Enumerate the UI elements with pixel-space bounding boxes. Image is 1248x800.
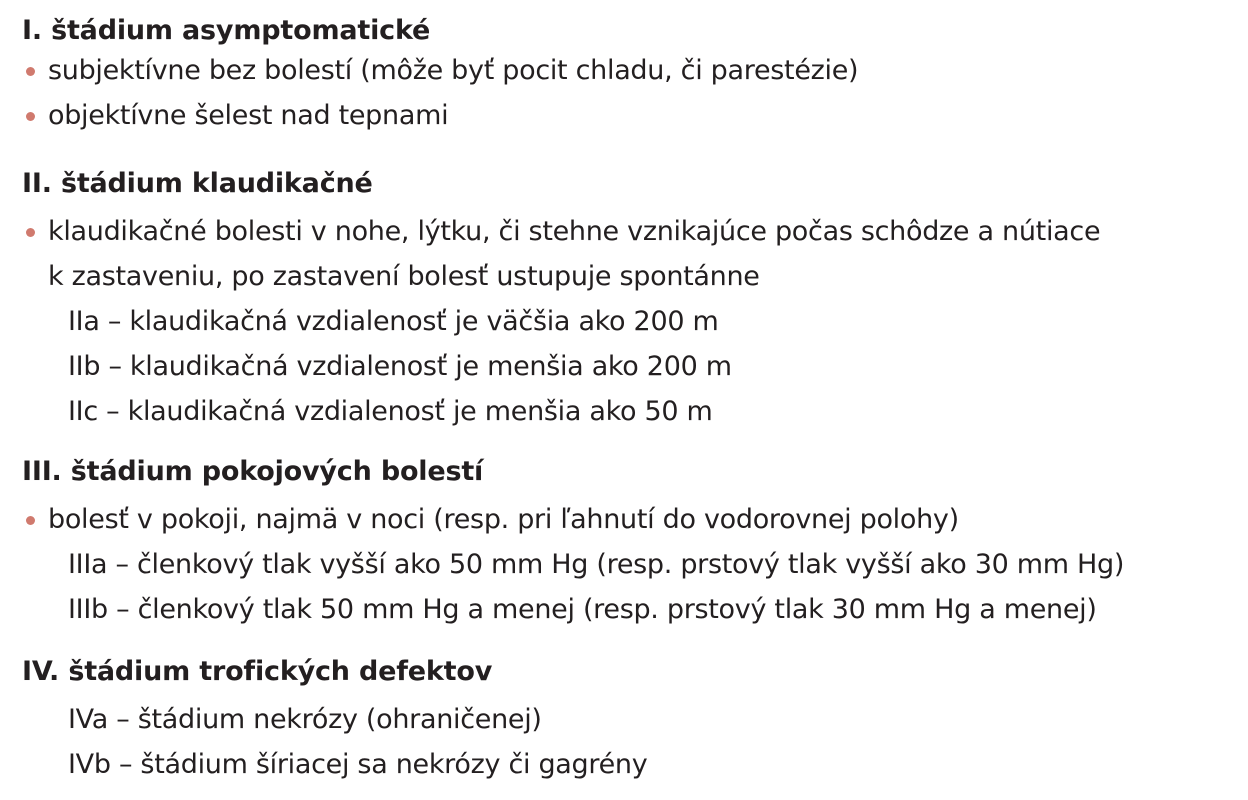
substage-item: IIIa – členkový tlak vyšší ako 50 mm Hg (resp. prstový tlak vyšší ako 30 mm Hg) [68, 549, 1125, 580]
bullet-icon [26, 228, 35, 237]
stage-1-section [22, 14, 1248, 138]
bullet-text: objektívne šelest nad tepnami [48, 100, 449, 131]
substage-item: IIc – klaudikačná vzdialenosť je menšia ako 50 m [68, 396, 713, 427]
substage-item: IVa – štádium nekrózy (ohraničenej) [68, 704, 542, 735]
stage-4-section [22, 655, 1248, 787]
bullet-icon [26, 516, 35, 525]
stage-1-heading: I. štádium asymptomatické [22, 15, 431, 46]
list-item [22, 48, 1248, 93]
list-item [22, 209, 1248, 254]
bullet-icon [26, 112, 35, 121]
bullet-text: klaudikačné bolesti v nohe, lýtku, či stehne vznikajúce počas schôdze a nútiace [48, 216, 1101, 247]
stage-2-heading: II. štádium klaudikačné [22, 168, 373, 199]
bullet-icon [26, 67, 35, 76]
bullet-continuation: k zastaveniu, po zastavení bolesť ustupuje spontánne [48, 261, 760, 292]
list-item [22, 93, 1248, 138]
stage-3-heading: III. štádium pokojových bolestí [22, 456, 484, 487]
bullet-text: bolesť v pokoji, najmä v noci (resp. pri ľahnutí do vodorovnej polohy) [48, 504, 959, 535]
substage-item: IVb – štádium šíriacej sa nekrózy či gagrény [68, 749, 648, 780]
list-item [22, 497, 1248, 542]
stage-2-section [22, 167, 1248, 434]
substage-item: IIIb – členkový tlak 50 mm Hg a menej (resp. prstový tlak 30 mm Hg a menej) [68, 594, 1097, 625]
substage-item: IIa – klaudikačná vzdialenosť je väčšia ako 200 m [68, 306, 719, 337]
stage-3-section [22, 455, 1248, 632]
stage-4-heading: IV. štádium trofických defektov [22, 656, 493, 687]
bullet-text: subjektívne bez bolestí (môže byť pocit chladu, či parestézie) [48, 55, 859, 86]
substage-item: IIb – klaudikačná vzdialenosť je menšia ako 200 m [68, 351, 732, 382]
